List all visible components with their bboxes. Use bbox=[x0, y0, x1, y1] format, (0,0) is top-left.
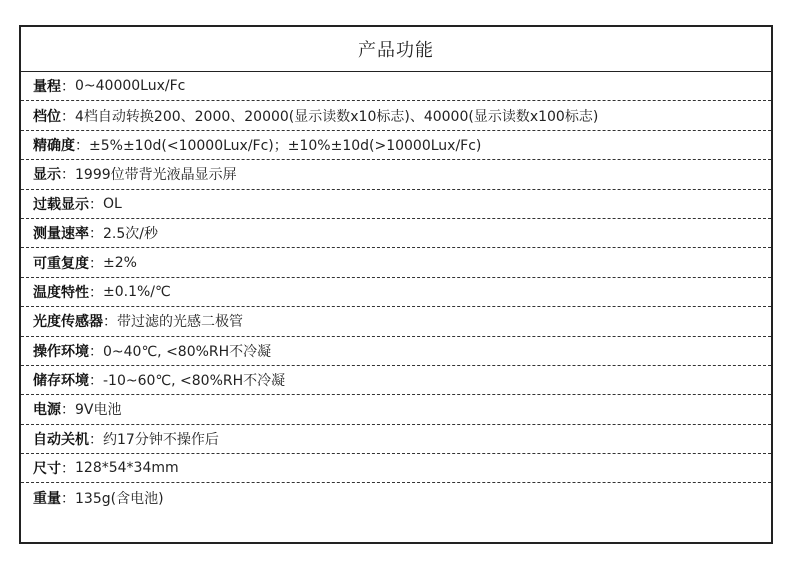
row-separator: ： bbox=[89, 373, 103, 390]
row-value: 0~40000Lux/Fc bbox=[75, 78, 186, 95]
row-rate bbox=[21, 219, 771, 248]
row-separator: ： bbox=[89, 343, 103, 360]
row-label: 过载显示 bbox=[33, 196, 89, 213]
row-separator: ： bbox=[89, 196, 103, 213]
row-value: 约17分钟不操作后 bbox=[103, 431, 219, 448]
row-label: 重量 bbox=[33, 491, 61, 508]
row-label: 显示 bbox=[33, 167, 61, 184]
row-value: ±5%±10d(<10000Lux/Fc)；±10%±10d(>10000Lux/Fc) bbox=[89, 137, 482, 154]
row-temperature bbox=[21, 278, 771, 307]
row-value: 0~40℃, <80%RH不冷凝 bbox=[103, 343, 272, 360]
row-separator: ： bbox=[89, 255, 103, 272]
row-separator: ： bbox=[61, 461, 75, 478]
row-size bbox=[21, 454, 771, 483]
table-title: 产品功能 bbox=[21, 27, 771, 72]
row-operating-env bbox=[21, 337, 771, 366]
row-label: 温度特性 bbox=[33, 284, 89, 301]
row-storage-env bbox=[21, 366, 771, 395]
row-value: 135g(含电池) bbox=[75, 491, 164, 508]
row-separator: ： bbox=[61, 167, 75, 184]
row-label: 操作环境 bbox=[33, 343, 89, 360]
row-label: 自动关机 bbox=[33, 431, 89, 448]
row-value: 9V电池 bbox=[75, 402, 122, 419]
row-levels bbox=[21, 101, 771, 130]
row-value: ±0.1%/℃ bbox=[103, 283, 171, 300]
row-display bbox=[21, 160, 771, 189]
row-value: OL bbox=[103, 195, 122, 212]
row-label: 储存环境 bbox=[33, 373, 89, 390]
row-accuracy bbox=[21, 131, 771, 160]
row-separator: ： bbox=[75, 137, 89, 154]
row-label: 电源 bbox=[33, 402, 61, 419]
row-value: -10~60℃, <80%RH不冷凝 bbox=[103, 373, 286, 390]
row-value: 4档自动转换200、2000、20000(显示读数x10标志)、40000(显示读数x100标志) bbox=[75, 108, 599, 125]
row-value: 2.5次/秒 bbox=[103, 226, 158, 243]
row-separator: ： bbox=[89, 431, 103, 448]
row-separator: ： bbox=[89, 226, 103, 243]
row-value: 带过滤的光感二极管 bbox=[117, 314, 243, 331]
row-value: ±2% bbox=[103, 254, 137, 271]
row-value: 128*54*34mm bbox=[75, 460, 179, 477]
row-overload bbox=[21, 190, 771, 219]
row-separator: ： bbox=[103, 314, 117, 331]
row-power bbox=[21, 395, 771, 424]
row-range bbox=[21, 72, 771, 101]
row-separator: ： bbox=[61, 491, 75, 508]
row-sensor bbox=[21, 307, 771, 336]
row-separator: ： bbox=[61, 79, 75, 96]
row-label: 档位 bbox=[33, 108, 61, 125]
row-label: 尺寸 bbox=[33, 461, 61, 478]
row-label: 量程 bbox=[33, 79, 61, 96]
row-label: 精确度 bbox=[33, 137, 75, 154]
row-repeatability bbox=[21, 248, 771, 277]
row-separator: ： bbox=[61, 402, 75, 419]
row-label: 测量速率 bbox=[33, 226, 89, 243]
row-auto-off bbox=[21, 425, 771, 454]
spec-table bbox=[19, 25, 773, 544]
row-separator: ： bbox=[89, 284, 103, 301]
row-value: 1999位带背光液晶显示屏 bbox=[75, 167, 237, 184]
row-label: 光度传感器 bbox=[33, 314, 103, 331]
row-label: 可重复度 bbox=[33, 255, 89, 272]
row-weight bbox=[21, 483, 771, 512]
row-separator: ： bbox=[61, 108, 75, 125]
